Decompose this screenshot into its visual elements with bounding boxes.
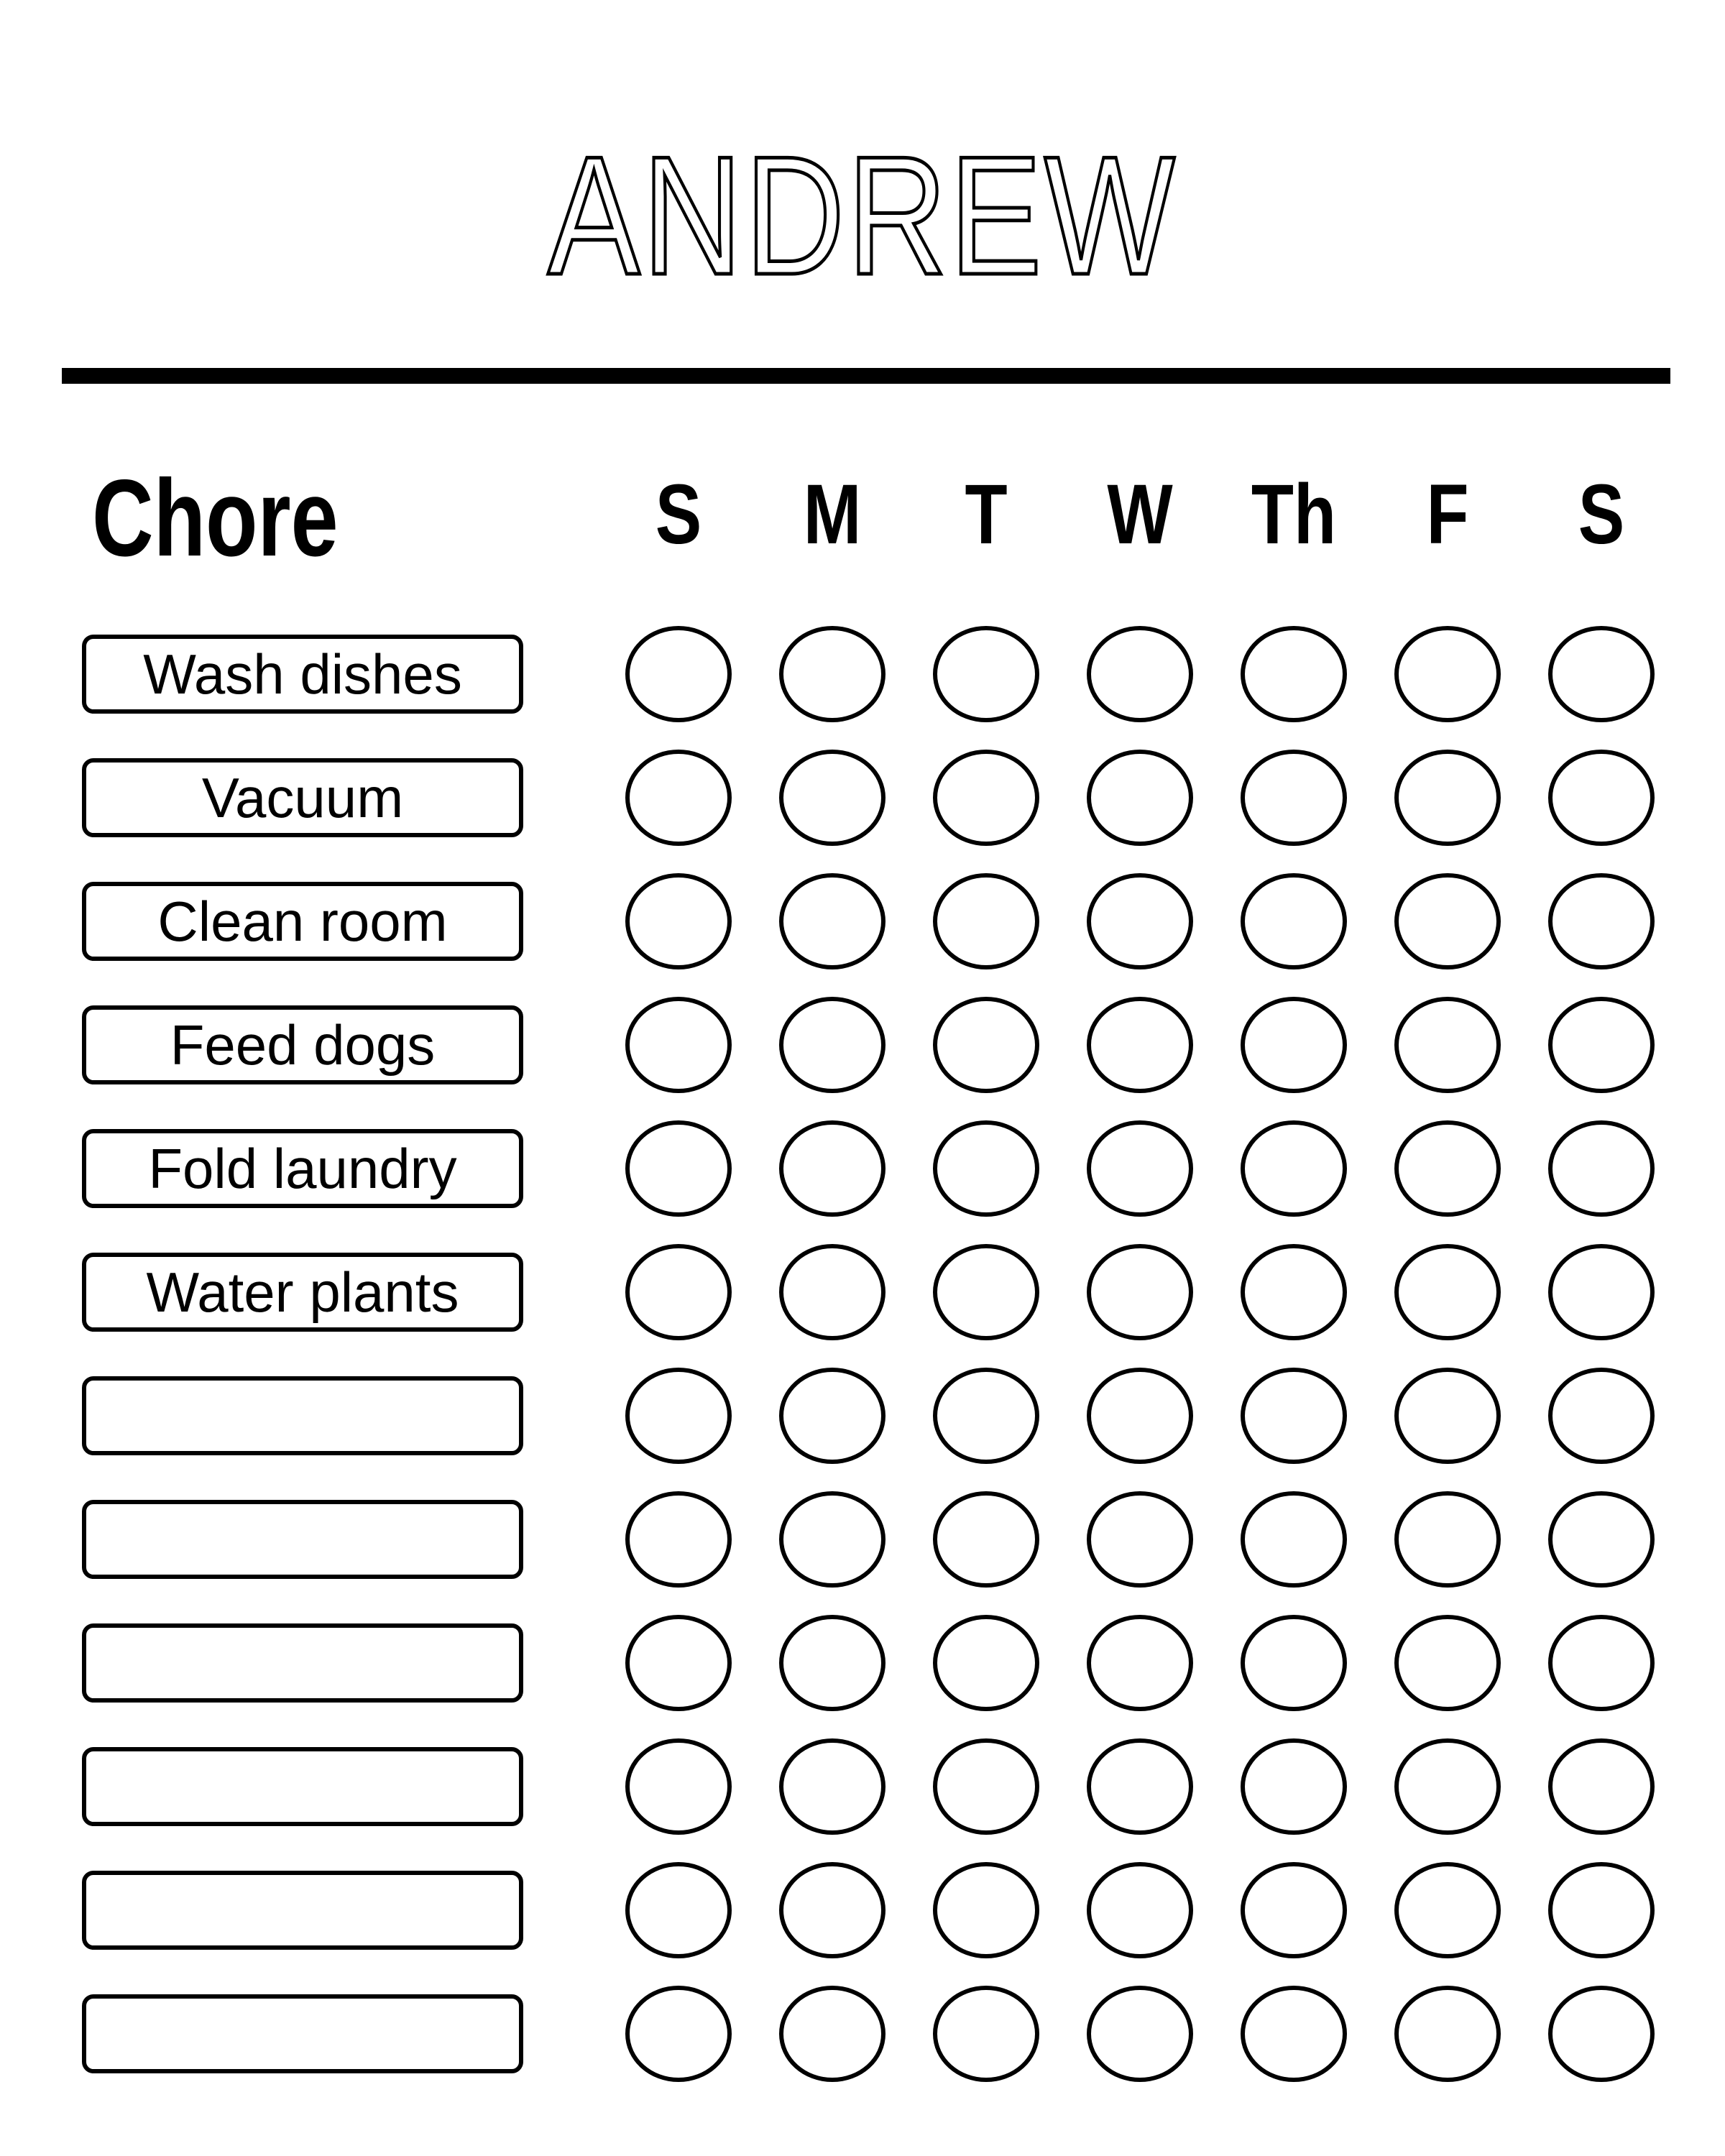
chore-field[interactable]: [82, 1500, 523, 1579]
day-checkbox-circle[interactable]: [779, 1615, 886, 1711]
day-checkbox-circle[interactable]: [933, 1244, 1039, 1340]
day-checkbox-circle[interactable]: [1241, 1738, 1347, 1835]
day-checkbox-circle[interactable]: [779, 1120, 886, 1217]
chore-field[interactable]: [82, 1623, 523, 1703]
day-checkbox-circle[interactable]: [1241, 1368, 1347, 1464]
day-checkbox-circle[interactable]: [1241, 1244, 1347, 1340]
day-header-0: S: [655, 467, 702, 562]
day-checkbox-circle[interactable]: [1394, 626, 1501, 722]
day-checkbox-circle[interactable]: [779, 626, 886, 722]
day-checkbox-circle[interactable]: [1087, 1986, 1193, 2082]
day-checkbox-circle[interactable]: [1548, 1986, 1655, 2082]
day-checkbox-circle[interactable]: [1394, 1615, 1501, 1711]
day-checkbox-circle[interactable]: [1241, 1120, 1347, 1217]
day-checkbox-circle[interactable]: [1087, 1120, 1193, 1217]
day-checkbox-circle[interactable]: [1548, 873, 1655, 969]
day-checkbox-circle[interactable]: [1087, 1738, 1193, 1835]
day-checkbox-circle[interactable]: [1394, 1986, 1501, 2082]
day-checkbox-circle[interactable]: [1241, 1986, 1347, 2082]
day-checkbox-circle[interactable]: [779, 1491, 886, 1588]
day-checkbox-circle[interactable]: [1241, 626, 1347, 722]
day-checkbox-circle[interactable]: [779, 1738, 886, 1835]
day-checkbox-circle[interactable]: [1087, 1244, 1193, 1340]
day-checkbox-circle[interactable]: [1548, 997, 1655, 1093]
day-checkbox-circle[interactable]: [1548, 1491, 1655, 1588]
day-checkbox-circle[interactable]: [625, 1986, 732, 2082]
title-divider: [62, 368, 1670, 384]
chore-field[interactable]: [82, 758, 523, 837]
chore-label: Fold laundry: [148, 1137, 457, 1200]
day-checkbox-circle[interactable]: [779, 750, 886, 846]
day-header-1: M: [803, 467, 862, 562]
day-checkbox-circle[interactable]: [1548, 1862, 1655, 1958]
day-checkbox-circle[interactable]: [933, 873, 1039, 969]
day-checkbox-circle[interactable]: [1548, 1738, 1655, 1835]
day-checkbox-circle[interactable]: [1241, 1862, 1347, 1958]
day-checkbox-circle[interactable]: [933, 1368, 1039, 1464]
day-checkbox-circle[interactable]: [933, 626, 1039, 722]
day-checkbox-circle[interactable]: [625, 1738, 732, 1835]
day-checkbox-circle[interactable]: [1087, 750, 1193, 846]
day-checkbox-circle[interactable]: [933, 750, 1039, 846]
day-checkbox-circle[interactable]: [933, 997, 1039, 1093]
day-checkbox-circle[interactable]: [625, 1615, 732, 1711]
day-checkbox-circle[interactable]: [1087, 1491, 1193, 1588]
day-checkbox-circle[interactable]: [1394, 873, 1501, 969]
day-checkbox-circle[interactable]: [933, 1615, 1039, 1711]
chore-field[interactable]: [82, 1871, 523, 1950]
day-checkbox-circle[interactable]: [1241, 1615, 1347, 1711]
day-checkbox-circle[interactable]: [933, 1491, 1039, 1588]
day-checkbox-circle[interactable]: [1087, 626, 1193, 722]
chore-label: Vacuum: [201, 766, 404, 829]
day-checkbox-circle[interactable]: [1087, 873, 1193, 969]
chore-column-header: Chore: [92, 457, 339, 579]
day-checkbox-circle[interactable]: [625, 1862, 732, 1958]
chart-title: ANDREW: [547, 121, 1178, 310]
chore-field[interactable]: [82, 635, 523, 714]
day-checkbox-circle[interactable]: [1548, 750, 1655, 846]
day-checkbox-circle[interactable]: [1394, 1738, 1501, 1835]
day-checkbox-circle[interactable]: [1548, 1368, 1655, 1464]
day-checkbox-circle[interactable]: [1087, 1615, 1193, 1711]
day-checkbox-circle[interactable]: [1241, 873, 1347, 969]
day-checkbox-circle[interactable]: [625, 1368, 732, 1464]
chore-field[interactable]: [82, 1129, 523, 1208]
chore-field[interactable]: [82, 1376, 523, 1455]
day-checkbox-circle[interactable]: [1394, 1491, 1501, 1588]
chore-label: Water plants: [146, 1261, 459, 1324]
day-checkbox-circle[interactable]: [1394, 1120, 1501, 1217]
day-checkbox-circle[interactable]: [1394, 1368, 1501, 1464]
day-header-2: T: [965, 467, 1008, 562]
day-checkbox-circle[interactable]: [779, 1862, 886, 1958]
chore-label: Clean room: [157, 890, 448, 953]
chore-field[interactable]: [82, 1253, 523, 1332]
day-checkbox-circle[interactable]: [933, 1120, 1039, 1217]
day-header-5: F: [1426, 467, 1469, 562]
day-header-3: W: [1107, 467, 1173, 562]
day-checkbox-circle[interactable]: [1548, 1244, 1655, 1340]
day-checkbox-circle[interactable]: [779, 1986, 886, 2082]
day-checkbox-circle[interactable]: [625, 1244, 732, 1340]
day-checkbox-circle[interactable]: [625, 873, 732, 969]
day-checkbox-circle[interactable]: [1241, 997, 1347, 1093]
day-checkbox-circle[interactable]: [1087, 1862, 1193, 1958]
day-checkbox-circle[interactable]: [625, 750, 732, 846]
chore-field[interactable]: [82, 1994, 523, 2073]
chore-field[interactable]: [82, 1747, 523, 1826]
chore-field[interactable]: [82, 1005, 523, 1084]
day-checkbox-circle[interactable]: [933, 1862, 1039, 1958]
chore-label: Wash dishes: [143, 642, 462, 706]
day-checkbox-circle[interactable]: [1394, 1862, 1501, 1958]
day-checkbox-circle[interactable]: [933, 1738, 1039, 1835]
day-checkbox-circle[interactable]: [1394, 1244, 1501, 1340]
chore-label: Feed dogs: [170, 1013, 436, 1077]
day-header-6: S: [1578, 467, 1625, 562]
day-checkbox-circle[interactable]: [1087, 997, 1193, 1093]
day-checkbox-circle[interactable]: [625, 997, 732, 1093]
day-checkbox-circle[interactable]: [1548, 1120, 1655, 1217]
day-checkbox-circle[interactable]: [1548, 1615, 1655, 1711]
day-checkbox-circle[interactable]: [779, 1244, 886, 1340]
day-checkbox-circle[interactable]: [933, 1986, 1039, 2082]
day-checkbox-circle[interactable]: [779, 1368, 886, 1464]
chore-field[interactable]: [82, 882, 523, 961]
day-header-4: Th: [1251, 467, 1337, 562]
day-checkbox-circle[interactable]: [779, 997, 886, 1093]
day-checkbox-circle[interactable]: [779, 873, 886, 969]
day-checkbox-circle[interactable]: [625, 1120, 732, 1217]
day-checkbox-circle[interactable]: [625, 1491, 732, 1588]
day-checkbox-circle[interactable]: [1548, 626, 1655, 722]
day-checkbox-circle[interactable]: [1087, 1368, 1193, 1464]
day-checkbox-circle[interactable]: [1241, 750, 1347, 846]
day-checkbox-circle[interactable]: [1394, 997, 1501, 1093]
day-checkbox-circle[interactable]: [1394, 750, 1501, 846]
day-checkbox-circle[interactable]: [1241, 1491, 1347, 1588]
day-checkbox-circle[interactable]: [625, 626, 732, 722]
